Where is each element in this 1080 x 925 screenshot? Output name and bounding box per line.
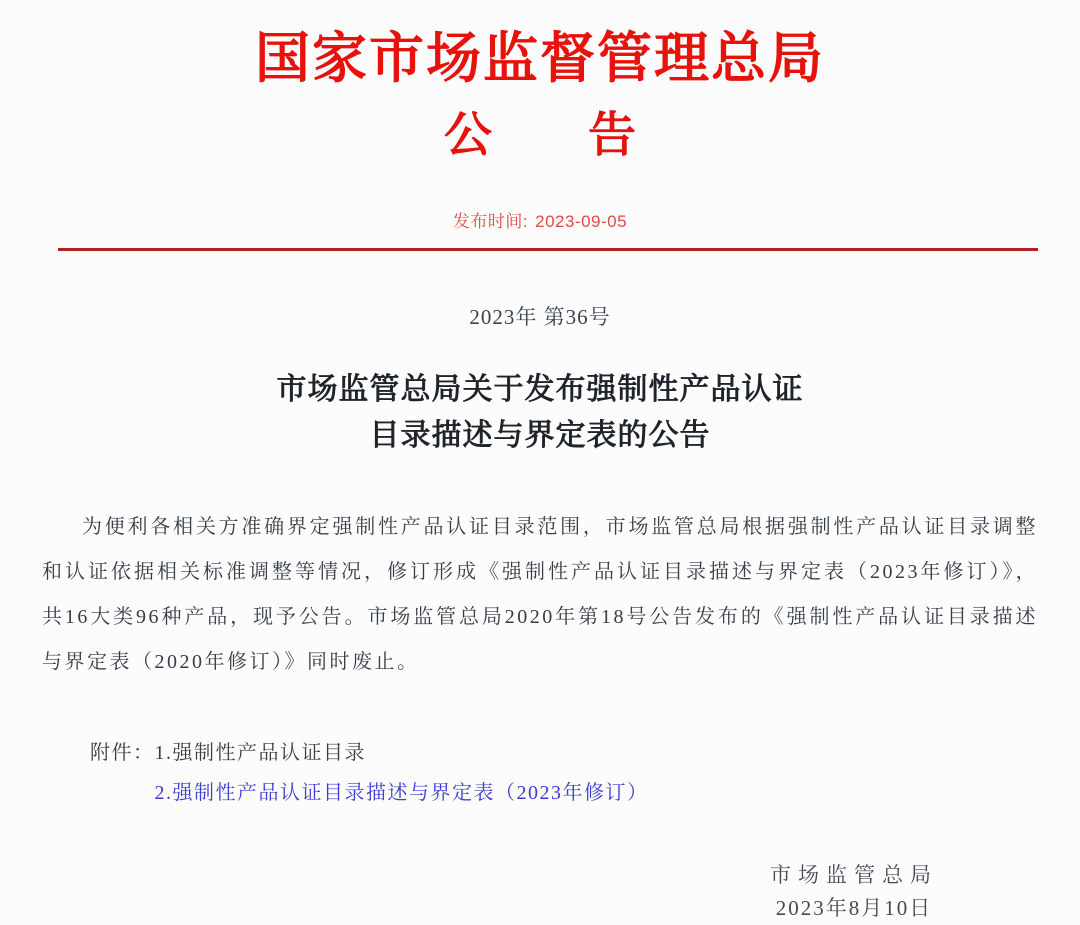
doc-type-title [0,108,1080,163]
red-divider-rule [58,248,1038,251]
notice-body-paragraph: 为便利各相关方准确界定强制性产品认证目录范围，市场监管总局根据强制性产品认证目录调整和认证依据相关标准调整等情况，修订形成《强制性产品认证目录描述与界定表（2023年修订）》，共16大类96种产品，现予公告。市场监管总局2020年第18号公告发布的《强制性产品认证目录描述与界定表（2020年修订）》同时废止。 [42,516,1038,674]
announcement-number: 2023年 第36号 [469,305,611,330]
signature-block [770,859,938,925]
attachment-item-2-link[interactable]: 2.强制性产品认证目录描述与界定表（2023年修订） [154,782,649,805]
signature-date: 2023年8月10日 [775,896,933,921]
publish-date-value: 2023-09-05 [535,212,628,232]
signature-org: 市场监管总局 [770,863,938,888]
notice-title-line-1: 市场监管总局关于发布强制性产品认证 [276,373,804,407]
doc-type-char-2: 告 [588,109,637,162]
attachments-section [90,733,1080,813]
publish-date-label: 发布时间: [452,212,529,232]
attachment-item-1: 1.强制性产品认证目录 [154,742,366,765]
agency-masthead-title: 国家市场监督管理总局 [254,28,825,89]
doc-type-char-1: 公 [443,109,492,162]
attachments-list [155,733,649,813]
notice-title-line-2: 目录描述与界定表的公告 [369,419,711,453]
attachments-label: 附件： [90,742,155,765]
publish-date-line [0,207,1080,232]
announcement-page [0,26,1080,921]
notice-title [0,367,1080,459]
